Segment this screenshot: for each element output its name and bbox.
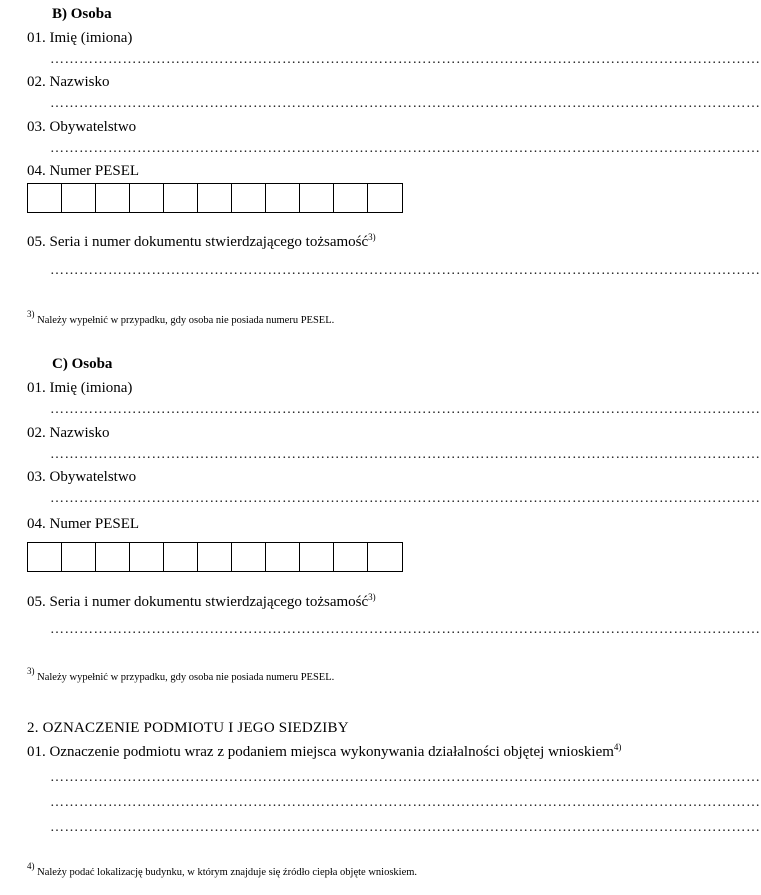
pesel-digit-box[interactable] [198, 184, 232, 212]
c-first-name-field[interactable]: ………………………………………………………………………………………………………………………………… [50, 402, 761, 417]
c-id-document-label [27, 594, 376, 611]
footnote-mark: 4) [27, 861, 35, 871]
pesel-digit-box[interactable] [334, 184, 368, 212]
pesel-digit-box[interactable] [334, 543, 368, 571]
c-first-name-label: 01. Imię (imiona) [27, 380, 133, 396]
section-b-title: B) Osoba [52, 6, 112, 22]
pesel-digit-box[interactable] [62, 184, 96, 212]
b-pesel-boxes[interactable] [27, 183, 403, 213]
entity-location-field-line-2[interactable]: ………………………………………………………………………………………………………………………………… [50, 795, 761, 810]
pesel-digit-box[interactable] [96, 543, 130, 571]
section-2-heading: 2. OZNACZENIE PODMIOTU I JEGO SIEDZIBY [27, 720, 349, 736]
c-citizenship-field[interactable]: ………………………………………………………………………………………………………………………………… [50, 491, 761, 506]
b-footnote-text: Należy wypełnić w przypadku, gdy osoba nie posiada numeru PESEL. [34, 315, 335, 326]
pesel-digit-box[interactable] [164, 184, 198, 212]
entity-location-text: 01. Oznaczenie podmiotu wraz z podaniem miejsca wykonywania działalności objętej wnioskiem [27, 744, 614, 760]
footnote-ref: 4) [613, 742, 622, 752]
b-last-name-label: 02. Nazwisko [27, 74, 110, 90]
c-footnote-text: Należy wypełnić w przypadku, gdy osoba nie posiada numeru PESEL. [34, 672, 335, 683]
pesel-digit-box[interactable] [198, 543, 232, 571]
c-id-document-field[interactable]: ………………………………………………………………………………………………………………………………… [50, 622, 761, 637]
c-pesel-boxes[interactable] [27, 542, 403, 572]
b-id-document-field[interactable]: ………………………………………………………………………………………………………………………………… [50, 263, 761, 278]
pesel-digit-box[interactable] [130, 184, 164, 212]
b-pesel-label: 04. Numer PESEL [27, 163, 140, 179]
pesel-digit-box[interactable] [266, 184, 300, 212]
b-id-document-label [27, 234, 376, 251]
pesel-digit-box[interactable] [232, 184, 266, 212]
c-id-document-text: 05. Seria i numer dokumentu stwierdzającego tożsamość [27, 594, 369, 610]
section-c-title: C) Osoba [52, 356, 113, 372]
b-first-name-field[interactable]: ………………………………………………………………………………………………………………………………… [50, 52, 761, 67]
pesel-digit-box[interactable] [28, 184, 62, 212]
pesel-digit-box[interactable] [96, 184, 130, 212]
b-last-name-field[interactable]: ………………………………………………………………………………………………………………………………… [50, 96, 761, 111]
pesel-digit-box[interactable] [300, 184, 334, 212]
footnote-mark: 3) [27, 666, 35, 676]
pesel-digit-box[interactable] [232, 543, 266, 571]
b-citizenship-label: 03. Obywatelstwo [27, 119, 137, 135]
footnote-mark: 3) [27, 309, 35, 319]
pesel-digit-box[interactable] [62, 543, 96, 571]
footnote-ref: 3) [368, 592, 376, 602]
c-footnote [27, 666, 335, 683]
b-citizenship-field[interactable]: ………………………………………………………………………………………………………………………………… [50, 141, 761, 156]
entity-location-field-line-3[interactable]: ………………………………………………………………………………………………………………………………… [50, 820, 761, 835]
pesel-digit-box[interactable] [164, 543, 198, 571]
c-last-name-field[interactable]: ………………………………………………………………………………………………………………………………… [50, 447, 761, 462]
c-pesel-label: 04. Numer PESEL [27, 516, 140, 532]
b-id-document-text: 05. Seria i numer dokumentu stwierdzającego tożsamość [27, 234, 369, 250]
c-last-name-label: 02. Nazwisko [27, 425, 110, 441]
pesel-digit-box[interactable] [266, 543, 300, 571]
pesel-digit-box[interactable] [368, 543, 402, 571]
b-footnote [27, 309, 335, 326]
b-first-name-label: 01. Imię (imiona) [27, 30, 133, 46]
entity-location-field-line-1[interactable]: ………………………………………………………………………………………………………………………………… [50, 770, 761, 785]
c-citizenship-label: 03. Obywatelstwo [27, 469, 137, 485]
section-2-footnote-text: Należy podać lokalizację budynku, w którym znajduje się źródło ciepła objęte wnioskiem. [34, 867, 418, 878]
entity-location-label [27, 744, 621, 761]
pesel-digit-box[interactable] [368, 184, 402, 212]
pesel-digit-box[interactable] [300, 543, 334, 571]
pesel-digit-box[interactable] [28, 543, 62, 571]
footnote-ref: 3) [368, 232, 376, 242]
pesel-digit-box[interactable] [130, 543, 164, 571]
section-2-footnote [27, 861, 418, 878]
